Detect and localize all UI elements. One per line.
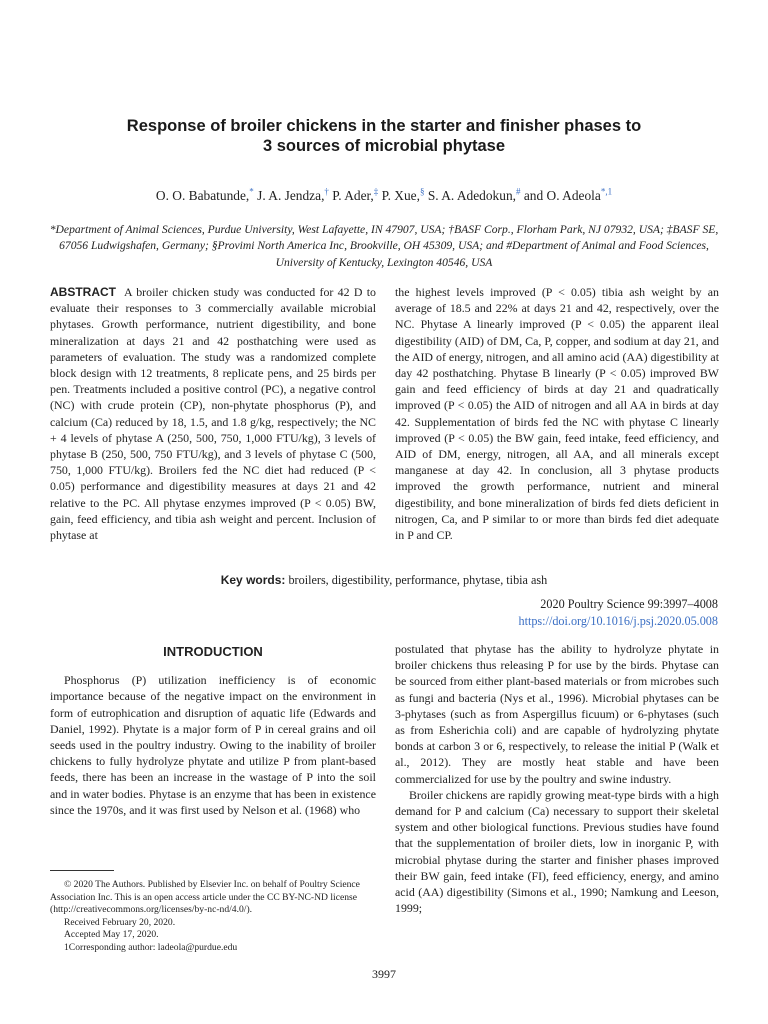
abstract-text-part1: A broiler chicken study was conducted for 42 D to evaluate their responses to 3 commercially available microbial phytases. Growth performance, nutrient digestibility, and bone mineralization at days 21 and 42 posthatching were used as parameters of evaluation. The study was a randomized complete block design with 12 treatments, 8 replicate pens, and 25 birds per pen. Treatments included a positive control (PC), a negative control (NC) with crude protein (CP), non-phytate phosphorus (P), and calcium (Ca) reduced by 18, 1.5, and 1.8 g/kg, respectively; the NC + 4 levels of phytase A (250, 500, 750, 1,000 FTU/kg), 3 levels of phytase B (250, 500, 750 FTU/kg), and 3 levels of phytase C (500, 750, 1,000 FTU/kg). Broilers fed the NC diet had reduced (P < 0.05) performance and digestibility measures at days 21 and 42 relative to the PC. All phytase enzymes improved (P < 0.05) BW, gain, feed efficiency, and tibia ash weight and percent. Inclusion of phytase at [50,285,376,543]
author-mark[interactable]: † [324,186,329,197]
article-title [60,116,708,156]
introduction-heading: INTRODUCTION [163,644,263,659]
author-mark[interactable]: # [516,186,521,197]
title-line-1: Response of broiler chickens in the starter and finisher phases to [126,117,642,135]
author-mark[interactable]: *,1 [600,186,613,197]
author-mark[interactable]: § [419,186,425,197]
introduction-paragraph-2: postulated that phytase has the ability to hydrolyze phytate in broiler chickens thus releasing P for use by the birds. Phytase can be sourced from either plant-based materials or from microbes such as fungi and bacteria (Nys et al., 1996). Microbial phytases can be 3-phytases (such as from Aspergillus ficuum) or 6-phytases (such as from Esherichia coli) and are capable of hydrolyzing phytate bonds at carbon 3 or 6, respectively, to release the initial P (Walk et al., 2012). They are mostly heat stable and have been commercialized for use by the poultry and swine industry. [395,642,719,786]
page-number: 3997 [372,967,396,981]
abstract-right-column [395,284,719,543]
author-mark[interactable]: ‡ [373,186,379,197]
introduction-paragraph-1: Phosphorus (P) utilization inefficiency is of economic importance because of the negative impact on the environment in form of eutrophication and disruption of aquatic life (Edwards and Daniel, 1992). Phytate is a major form of P in cereal grains and oil seeds used in the poultry industry. Owing to the inability of broiler chickens to fully hydrolyze phytate and utilize P from plant-based feeds, there has been an increase in the wastage of P into the soil and in water bodies. Phytase is an enzyme that has been in existence since the 1970s, and it was first used by Nelson et al. (1968) who [50,673,376,817]
author-name: J. A. Jendza, [257,188,325,203]
body-right-column [395,641,719,916]
title-line-2: 3 sources of microbial phytase [262,137,506,155]
author-mark[interactable]: * [249,186,254,197]
footnotes [50,879,376,955]
affiliations: *Department of Animal Sciences, Purdue University, West Lafayette, IN 47907, USA; †BASF Corp., Florham Park, NJ 07932, USA; ‡BASF SE, 67056 Ludwigshafen, Germany; §Provimi North America Inc, Brookville, OH 45309, USA; and #Department of Animal and Food Sciences, University of Kentucky, Lexington 40546, USA [49,223,719,269]
received-date: Received February 20, 2020. [64,916,176,928]
author-name: P. Ader, [332,188,374,203]
abstract-left-column [50,284,376,543]
author-list [40,187,728,205]
corresponding-author: 1Corresponding author: ladeola@purdue.edu [64,941,238,953]
doi-link[interactable]: https://doi.org/10.1016/j.psj.2020.05.008 [518,613,718,628]
keywords-list: broilers, digestibility, performance, phytase, tibia ash [288,573,548,587]
author-name: and O. Adeola [523,188,601,203]
author-name: S. A. Adedokun, [427,188,516,203]
abstract-text-part2: the highest levels improved (P < 0.05) tibia ash weight by an average of 18.5 and 22% at days 21 and 42, respectively, over the NC. Phytase A linearly improved (P < 0.05) the apparent ileal digestibility (AID) of DM, Ca, P, copper, and sodium at day 21, and the AID of energy, nitrogen, and all amino acid (AA) digestibility at day 42 posthatching. Phytase B linearly (P < 0.05) improved BW gain and feed efficiency of birds at day 21 and quadratically improved (P < 0.05) the AID of nitrogen and all AA in birds at day 42. Supplementation of birds fed the NC with phytase C linearly improved (P < 0.05) the BW gain, feed intake, feed efficiency, and AID of DM, energy, nitrogen, all AA, and all minerals except manganese at day 42. In conclusion, all 3 phytase products improved the growth performance, nutrient and mineral digestibility, and bone mineralization of birds fed diets deficient in nitrogen, Ca, and P similar to or more than birds fed diet adequate in P and CP. [395,285,719,543]
license-footnote: © 2020 The Authors. Published by Elsevier Inc. on behalf of Poultry Science Association Inc. This is an open access article under the CC BY-NC-ND license (http://creativecommons.org/licenses/by-nc-nd/4.0/). [50,879,360,916]
author-name: P. Xue, [381,188,420,203]
introduction-paragraph-3: Broiler chickens are rapidly growing meat-type birds with a high demand for P and calcium (Ca) necessary to support their skeletal system and other biological functions. Previous studies have found that the supplementation of broiler diets, low in inorganic P, with microbial phytase during the starter and finisher phases improved their BW gain, feed intake (FI), feed efficiency, energy, and amino acid (AA) digestibility (Simons et al., 1990; Namkung and Leeson, 1999; [395,787,719,916]
accepted-date: Accepted May 17, 2020. [64,929,159,941]
keywords-line [50,573,718,588]
keywords-label: Key words: [220,573,286,587]
footnote-divider [50,870,114,871]
journal-reference: 2020 Poultry Science 99:3997–4008 [540,597,718,611]
journal-info [518,596,718,629]
author-name: O. O. Babatunde, [155,188,250,203]
body-left-column [50,641,376,818]
abstract-heading: ABSTRACT [50,285,116,299]
